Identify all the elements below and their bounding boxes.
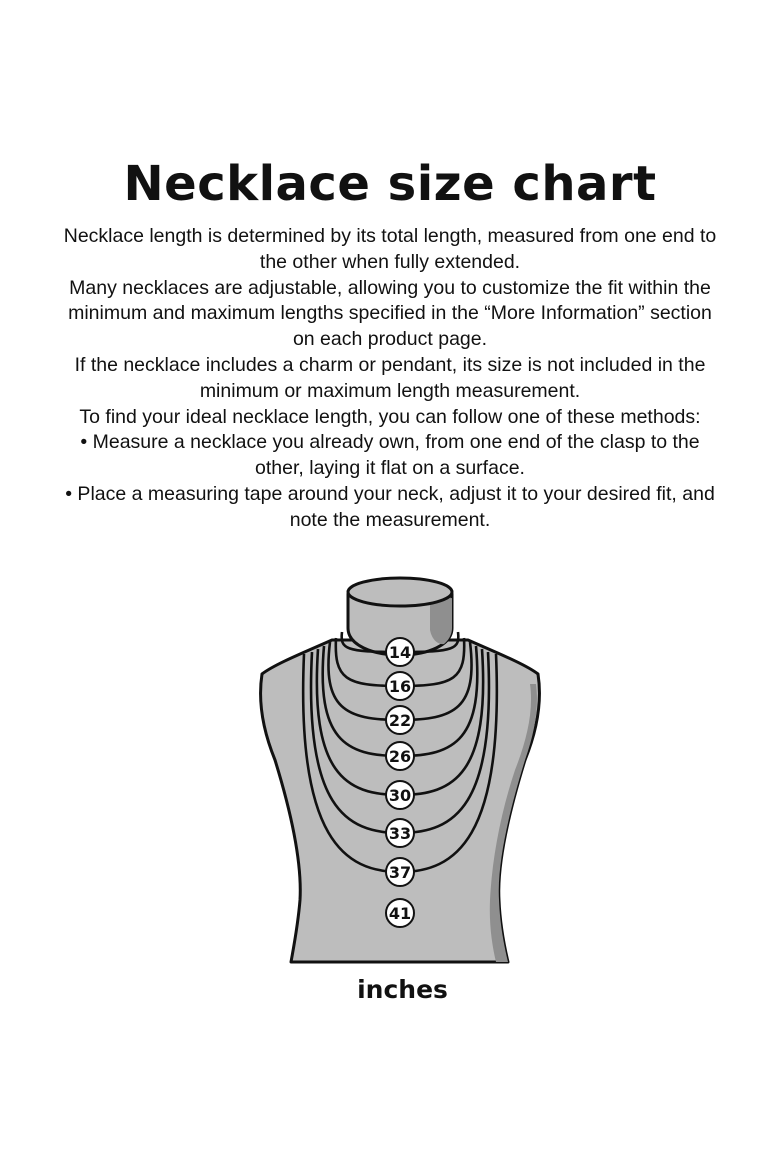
instructions bbox=[60, 224, 720, 534]
unit-label: inches bbox=[357, 975, 448, 1004]
paragraph-methods-intro: To find your ideal necklace length, you can follow one of these methods: bbox=[79, 405, 701, 428]
page-title: Necklace size chart bbox=[123, 156, 657, 212]
length-label-text: 26 bbox=[388, 747, 412, 766]
length-label-14 bbox=[386, 638, 414, 666]
paragraph-method-own-necklace: • Measure a necklace you already own, from one end of the clasp to the other, laying it flat on a surface. bbox=[80, 431, 700, 480]
length-label-30 bbox=[386, 781, 414, 809]
length-label-text: 30 bbox=[388, 786, 412, 805]
bust-neck-top bbox=[348, 578, 452, 606]
paragraph-length-definition: Necklace length is determined by its total length, measured from one end to the other when fully extended. bbox=[63, 225, 717, 273]
length-label-text: 41 bbox=[388, 904, 412, 923]
length-label-text: 37 bbox=[388, 863, 412, 882]
necklace-bust-diagram bbox=[240, 560, 560, 980]
length-label-text: 22 bbox=[388, 711, 412, 730]
length-label-41 bbox=[386, 899, 414, 927]
length-label-22 bbox=[386, 706, 414, 734]
paragraph-method-measuring-tape: • Place a measuring tape around your neck, adjust it to your desired fit, and note the measurement. bbox=[65, 482, 715, 531]
length-label-text: 14 bbox=[388, 643, 412, 662]
paragraph-pendant: If the necklace includes a charm or pendant, its size is not included in the minimum or maximum length measurement. bbox=[74, 353, 706, 402]
length-label-text: 33 bbox=[388, 824, 412, 843]
length-label-33 bbox=[386, 819, 414, 847]
length-label-26 bbox=[386, 742, 414, 770]
length-label-37 bbox=[386, 858, 414, 886]
paragraph-adjustable: Many necklaces are adjustable, allowing you to customize the fit within the minimum and maximum lengths specified in the “More Information” section on each product page. bbox=[68, 276, 712, 351]
bust-neck-shadow bbox=[430, 598, 452, 644]
length-label-text: 16 bbox=[388, 677, 412, 696]
length-label-16 bbox=[386, 672, 414, 700]
